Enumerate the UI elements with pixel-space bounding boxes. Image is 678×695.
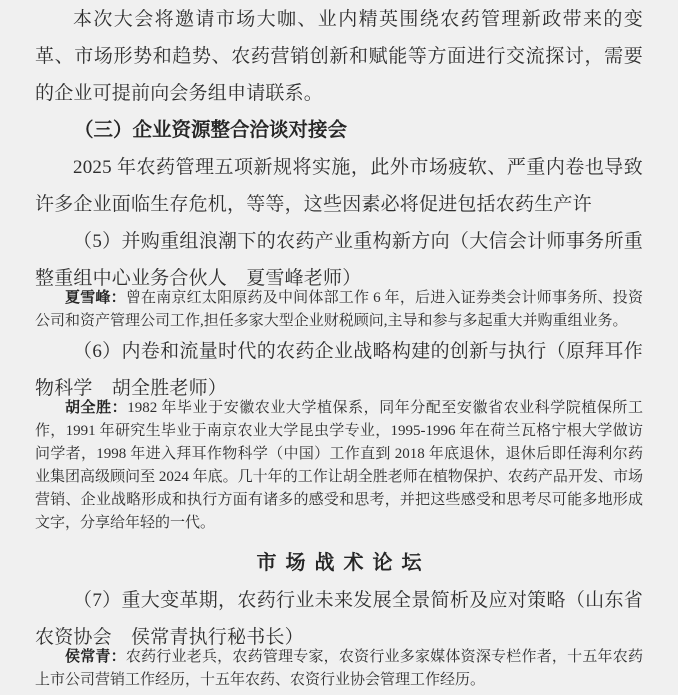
- forum-heading-market-tactics: 市场战术论坛: [256, 552, 431, 574]
- speaker-bio-text-hou-changqing: 农药行业老兵，农药管理专家，农资行业多家媒体资深专栏作者，十五年农药上市公司营销工作经历，十五年农药、农资行业协会管理工作经历。: [35, 649, 643, 688]
- speaker-bio-hu-quansheng: [35, 397, 643, 535]
- speaker-bio-text-xia-xuefeng: 曾在南京红太阳原药及中间体部工作 6 年，后进入证券类会计师事务所、投资公司和资产管理公司工作,担任多家大型企业财税顾问,主导和参与多起重大并购重组业务。: [35, 290, 643, 329]
- section-heading-resource-matchmaking: （三）企业资源整合洽谈对接会: [74, 120, 348, 141]
- speaker-name-hu-quansheng: 胡全胜：: [65, 400, 128, 416]
- agenda-item-7-title: （7）重大变革期，农药行业未来发展全景简析及应对策略（山东省农资协会 侯常青执行秘书长）: [35, 590, 643, 648]
- agenda-item-5-title: （5）并购重组浪潮下的农药产业重构新方向（大信会计师事务所重整重组中心业务合伙人 夏雪峰老师）: [35, 231, 643, 289]
- intro-paragraph: 本次大会将邀请市场大咖、业内精英围绕农药管理新政带来的变革、市场形势和趋势、农药营销创新和赋能等方面进行交流探讨，需要的企业可提前向会务组申请联系。: [35, 9, 643, 104]
- speaker-bio-hou-changqing: [35, 646, 643, 692]
- speaker-name-hou-changqing: 侯常青：: [65, 649, 126, 665]
- speaker-bio-xia-xuefeng: [35, 287, 643, 333]
- speaker-bio-text-hu-quansheng: 1982 年毕业于安徽农业大学植保系，同年分配至安徽省农业科学院植保所工作，1991 年研究生毕业于南京农业大学昆虫学专业，1995-1996 年在荷兰瓦格宁根大学做访问学者，1998 年进入拜耳作物科学（中国）工作直到 2018 年底退休，退休后即任海利尔药业集团高级顾问至 2024 年底。几十年的工作让胡全胜老师在植物保护、农药产品开发、市场营销、企业战略形成和执行方面有诸多的感受和思考，并把这些感受和思考尽可能多地形成文字，分享给年轻的一代。: [35, 400, 643, 531]
- speaker-name-xia-xuefeng: 夏雪峰：: [65, 290, 126, 306]
- agenda-item-6-title: （6）内卷和流量时代的农药企业战略构建的创新与执行（原拜耳作物科学 胡全胜老师）: [35, 341, 643, 399]
- regulation-paragraph: 2025 年农药管理五项新规将实施，此外市场疲软、严重内卷也导致许多企业面临生存危机，等等，这些因素必将促进包括农药生产许: [35, 157, 643, 215]
